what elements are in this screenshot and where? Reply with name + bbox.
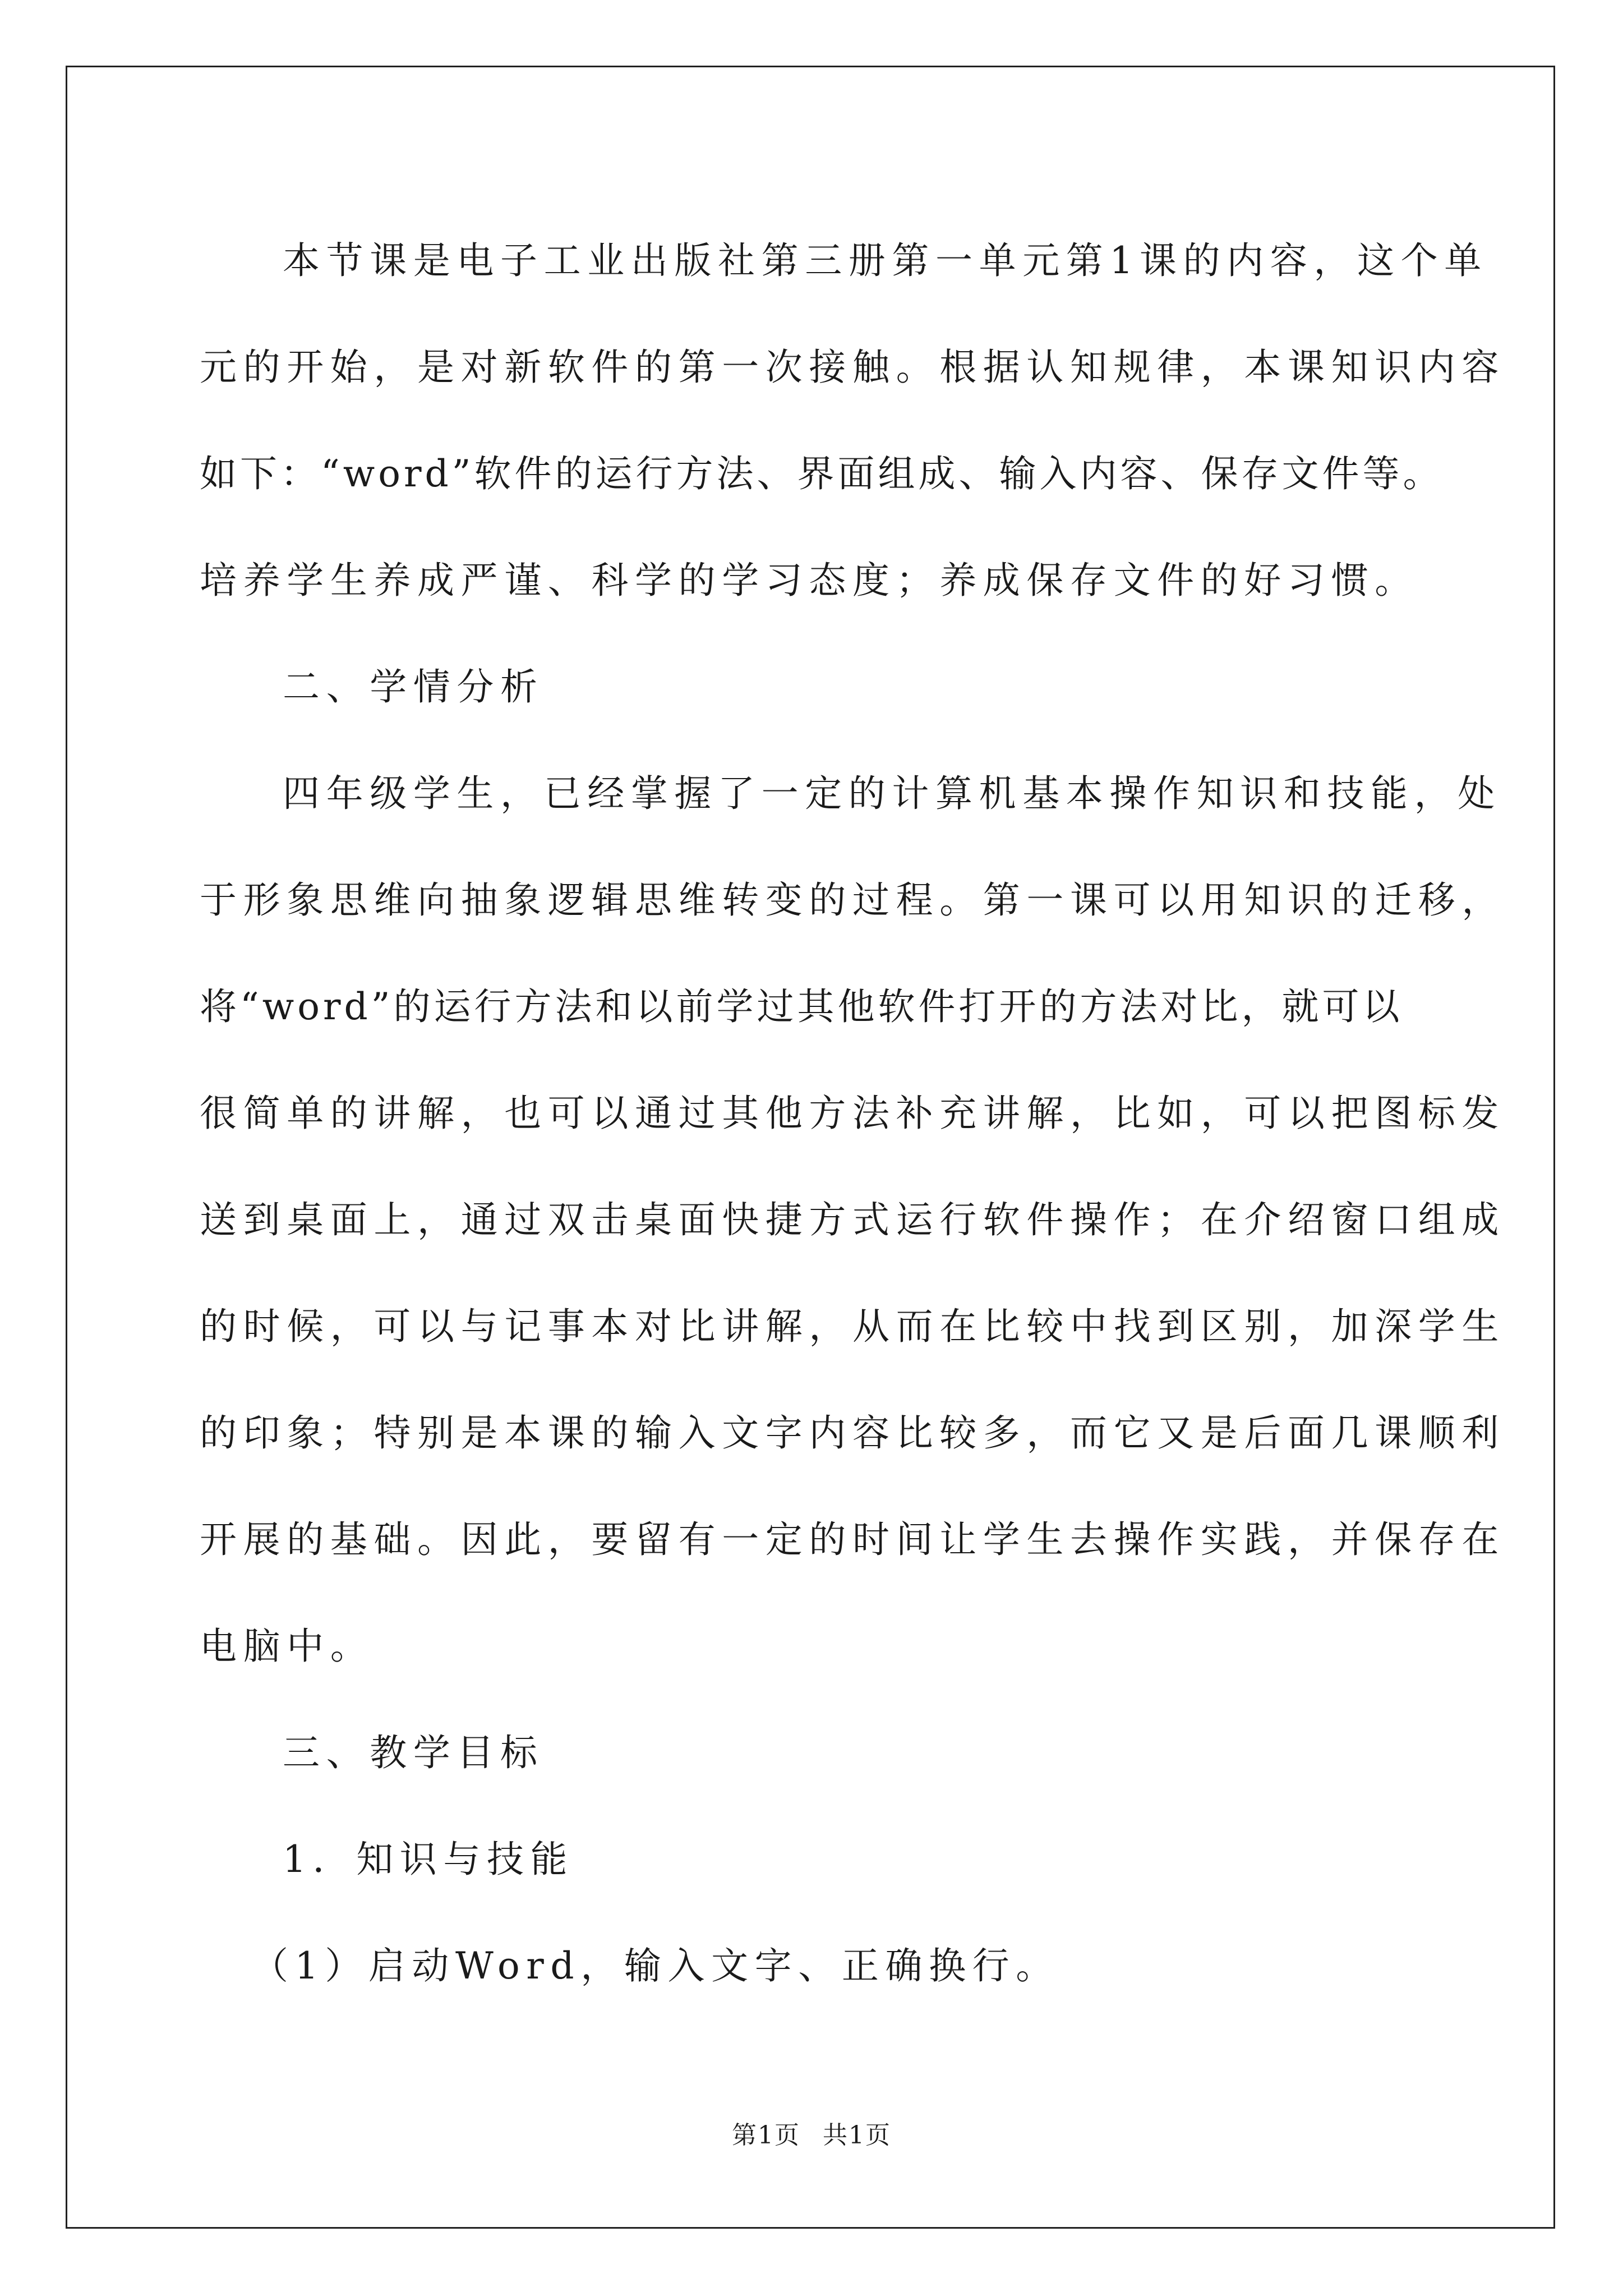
page-number-current: 第1页 [732,2121,800,2150]
paragraph-line: 培养学生养成严谨、科学的学习态度；养成保存文件的好习惯。 [200,559,1418,602]
subsection-heading: 1．知识与技能 [283,1838,574,1881]
paragraph-line: 的时候，可以与记事本对比讲解，从而在比较中找到区别，加深学生 [200,1305,1505,1348]
paragraph-line: 于形象思维向抽象逻辑思维转变的过程。第一课可以用知识的迁移， [200,878,1505,922]
paragraph-line: 本节课是电子工业出版社第三册第一单元第1课的内容，这个单 [283,239,1488,282]
page-number-total: 共1页 [823,2121,891,2150]
section-heading: 二、学情分析 [283,665,544,708]
paragraph-line: 如下：“word”软件的运行方法、界面组成、输入内容、保存文件等。 [200,452,1444,495]
paragraph-line: 送到桌面上，通过双击桌面快捷方式运行软件操作；在介绍窗口组成 [200,1198,1505,1241]
paragraph-line: 的印象；特别是本课的输入文字内容比较多，而它又是后面几课顺利 [200,1411,1505,1455]
list-item: （1）启动Word，输入文字、正确换行。 [251,1944,1059,1987]
document-body [200,208,1505,2019]
paragraph-line: 电脑中。 [200,1625,374,1668]
paragraph-line: 开展的基础。因此，要留有一定的时间让学生去操作实践，并保存在 [200,1518,1505,1561]
paragraph-line: 元的开始，是对新软件的第一次接触。根据认知规律，本课知识内容 [200,346,1505,389]
page-footer [0,2115,1623,2151]
paragraph-line: 将“word”的运行方法和以前学过其他软件打开的方法对比，就可以 [200,985,1403,1028]
section-heading: 三、教学目标 [283,1731,544,1774]
paragraph-line: 很简单的讲解，也可以通过其他方法补充讲解，比如，可以把图标发 [200,1092,1505,1135]
paragraph-line: 四年级学生，已经掌握了一定的计算机基本操作知识和技能，处 [283,772,1501,815]
